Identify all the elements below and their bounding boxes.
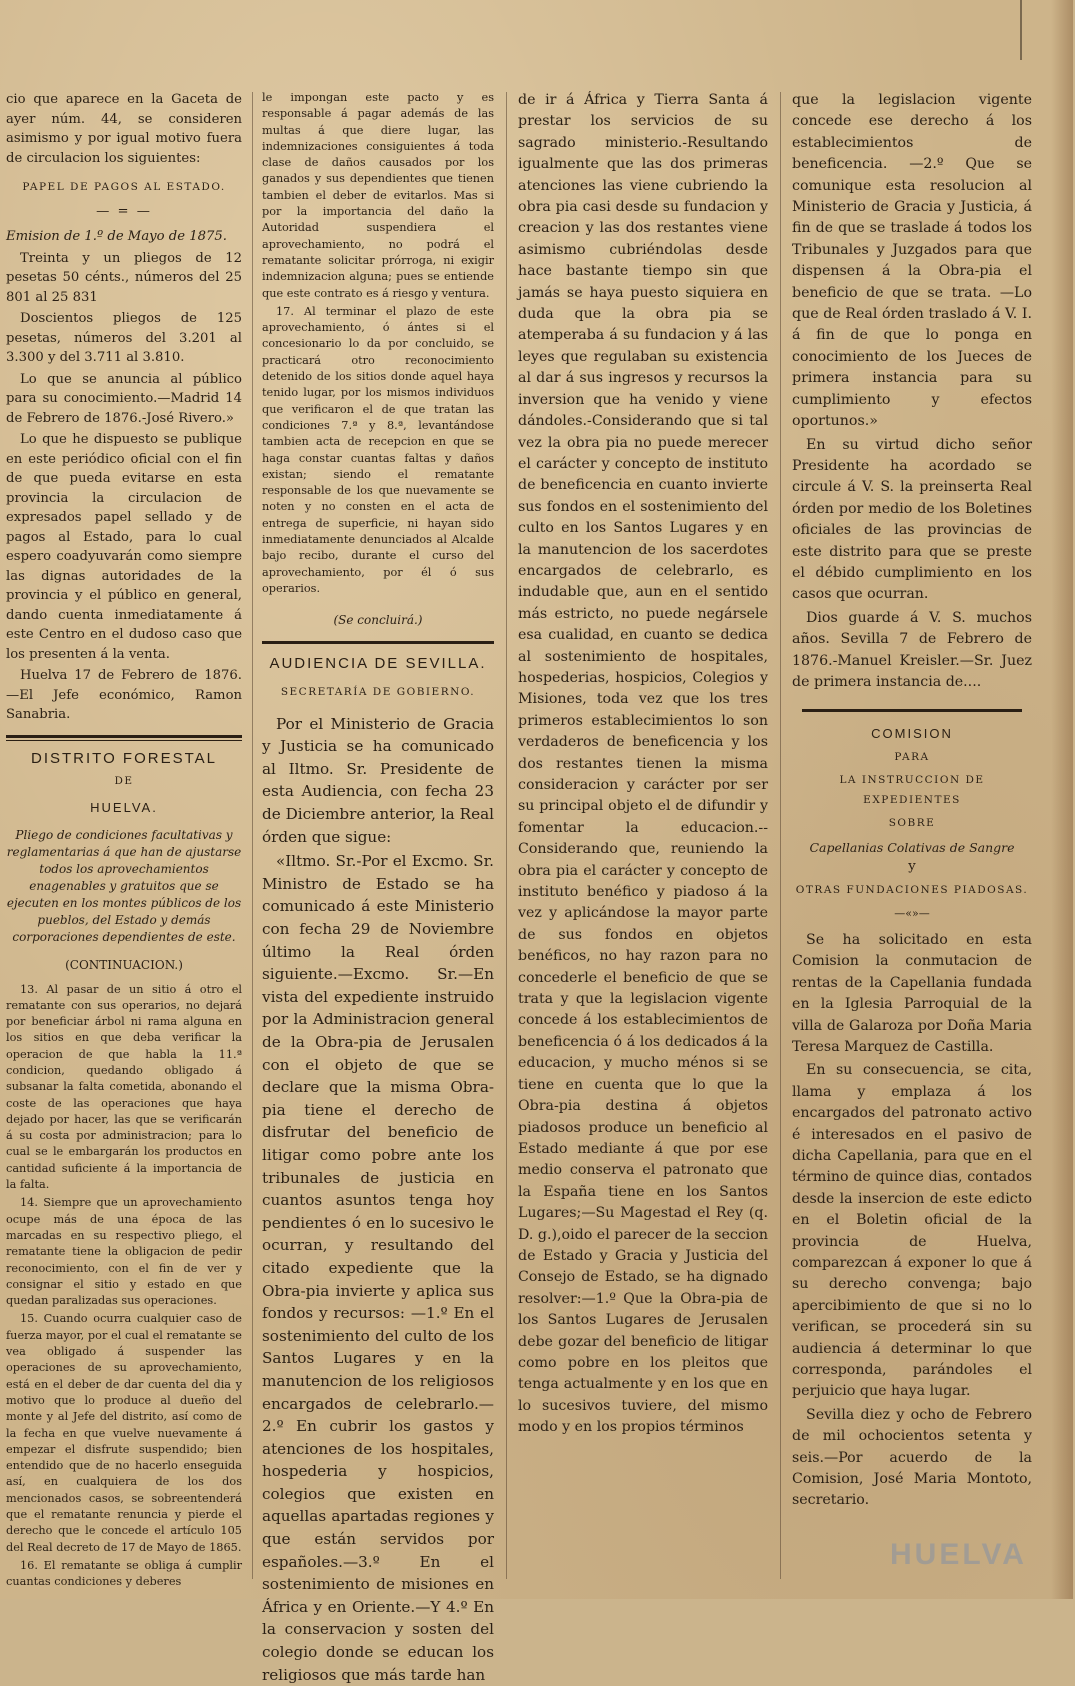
paragraph: Lo que se anuncia al público para su conocimiento.—Madrid 14 de Febrero de 1876.-José Rivero.» bbox=[6, 371, 242, 426]
divider bbox=[6, 735, 242, 738]
paragraph: Sevilla diez y ocho de Febrero de mil ochocientos setenta y seis.—Por acuerdo de la Comision, José Maria Montoto, secretario. bbox=[792, 1406, 1032, 1509]
section-heading: LA INSTRUCCION DE EXPEDIENTES bbox=[839, 774, 985, 806]
divider bbox=[262, 641, 494, 644]
emission-title: Emision de 1.º de Mayo de 1875. bbox=[6, 229, 227, 244]
section-heading: Capellanias Colativas de Sangre bbox=[809, 839, 1015, 855]
section-heading: DE bbox=[114, 775, 134, 787]
column-1 bbox=[6, 90, 242, 1589]
paragraph: Treinta y un pliegos de 12 pesetas 50 cénts., números del 25 801 al 25 831 bbox=[6, 250, 242, 305]
paragraph: Por el Ministerio de Gracia y Justicia se ha comunicado al Iltmo. Sr. Presidente de esta Audiencia, con fecha 23 de Diciembre anterior, la Real órden que sigue: bbox=[262, 714, 494, 846]
paragraph: cio que aparece en la Gaceta de ayer núm. 44, se consideren asimismo y por igual motivo fuera de circulacion los siguientes: bbox=[6, 92, 242, 166]
paragraph: Se ha solicitado en esta Comision la conmutacion de rentas de la Capellania fundada en la Iglesia Parroquial de la villa de Galaroza por Doña Maria Teresa Marquez de Castilla. bbox=[792, 931, 1032, 1055]
paragraph: Dios guarde á V. S. muchos años. Sevilla 7 de Febrero de 1876.-Manuel Kreisler.—Sr. Juez de primera instancia de.... bbox=[792, 609, 1032, 690]
paragraph: Huelva 17 de Febrero de 1876. —El Jefe económico, Ramon Sanabria. bbox=[6, 668, 242, 722]
watermark-text: HUELVA bbox=[890, 1538, 1027, 1571]
paragraph: En su consecuencia, se cita, llama y emplaza á los encargados del patronato activo é interesados en el pasivo de dicha Capellania, para que en el término de quince dias, contados desde la insercion de este edicto en el Boletin oficial de la provincia de Huelva, comparezcan á exponer lo que á su derecho convenga; bajo apercibimiento de que si no lo verifican, se procederá sin su audiencia á determinar lo que corresponda, parándoles el perjuicio que haya lugar. bbox=[792, 1062, 1032, 1400]
separator: — = — bbox=[96, 203, 152, 219]
section-heading: PAPEL DE PAGOS AL ESTADO. bbox=[22, 181, 226, 193]
paragraph: En su virtud dicho señor Presidente ha acordado se circule á V. S. la preinserta Real órden por medio de los Boletines oficiales de las provincias de este distrito para que se preste el débido cumplimiento en los casos que ocurran. bbox=[792, 436, 1032, 603]
subheading: SECRETARÍA DE GOBIERNO. bbox=[280, 686, 476, 699]
pliego-title: Pliego de condiciones facultativas y reglamentarias á que han de ajustarse todos los aprovechamientos enagenables y gratuitos que se ejecuten en los montes públicos de los pueblos, del Estado y demás corporaciones dependientes de este. bbox=[6, 828, 242, 944]
section-heading: y bbox=[908, 859, 916, 875]
page-edge-shadow bbox=[1051, 0, 1073, 1599]
paragraph: le impongan este pacto y es responsable á pagar además de las multas á que diere lugar, las indemnizaciones consiguientes á toda clase de daños causados por los ganados y sus dependientes que tienen tambien el deber de evitarlos. Mas si por la importancia del daño la Autoridad suspendiera el aprovechamiento, no podrá el rematante solicitar prórroga, ni exigir indemnizacion alguna; pues se entiende que este contrato es á riesgo y ventura. bbox=[262, 91, 494, 300]
section-heading: PARA bbox=[894, 750, 930, 763]
section-heading: AUDIENCIA DE SEVILLA. bbox=[269, 654, 487, 672]
column-2 bbox=[262, 90, 494, 1684]
paragraph: de ir á África y Tierra Santa á prestar los servicios de su sagrado ministerio.-Resultando igualmente que las dos primeras atenciones las viene cubriendo la obra pia casi desde su fundacion y creacion y las dos restantes viene asimismo cubriéndolas desde hace bastante tiempo sin que jamás se haya puesto siquiera en duda que la obra pia se atemperaba á su fundacion y á las leyes que regulaban su existencia al dar á sus ingresos y recursos la inversion que ha venido y viene dándoles.-Considerando que si tal vez la obra pia no puede merecer el carácter y concepto de instituto de beneficencia en cuanto invierte sus fondos en el sostenimiento del culto en los Santos Lugares y en la manutencion de los sacerdotes encargados de celebrarlo, es indudable que, aun en el sentido más estricto, no puede negársele esa cualidad, en cuanto se dedica al sostenimiento de hospitales, hospederias, hospicios, Colegios y Misiones, toda vez que los tres primeros establecimientos lo son verdaderos de beneficencia y los dos restantes tienen la misma consideracion y carácter por ser su principal objeto el de difundir y fomentar la educacion.--Considerando que, reuniendo la obra pia el carácter y concepto de instituto benéfico y piadoso á la vez y aplicándose la mayor parte de sus fondos en objetos benéficos, no hay razon para no concederle el beneficio de que se trata y que la legislacion vigente concede á los establecimientos de beneficencia ó á los dedicados á la educacion, y mucho ménos si se tiene en cuenta que lo que la Obra-pia destina á objetos piadosos produce un beneficio al Estado mediante á que por ese medio conserva el patronato que la España tiene en los Santos Lugares;—Su Magestad el Rey (q. D. g.),oido el parecer de la seccion de Estado y Gracia y Justicia del Consejo de Estado, se ha dignado resolver:—1.º Que la Obra-pia de los Santos Lugares de Jerusalen debe gozar del beneficio de litigar como pobre en los pleitos que tenga actualmente y en los que en lo sucesivos tuviere, del mismo modo y en los propios términos bbox=[518, 92, 768, 1436]
column-rule bbox=[506, 92, 507, 1579]
ornament: —«»— bbox=[894, 907, 930, 921]
column-4 bbox=[792, 90, 1032, 1579]
divider bbox=[6, 740, 242, 741]
section-heading: COMISION bbox=[871, 726, 953, 742]
paragraph: que la legislacion vigente concede ese derecho á los establecimientos de beneficencia. —2.º Que se comunique esta resolucion al Ministerio de Gracia y Justicia, á fin de que se traslade á todos los Tribunales y Juzgados para que dispensen á la Obra-pia el beneficio de que se trata. —Lo que de Real órden traslado á V. I. á fin de que lo ponga en conocimiento de los Jueces de primera instancia para su cumplimiento y efectos oportunos.» bbox=[792, 92, 1032, 430]
section-heading: SOBRE bbox=[888, 817, 936, 830]
section-heading: OTRAS FUNDACIONES PIADOSAS. bbox=[795, 883, 1029, 896]
divider bbox=[802, 709, 1022, 712]
condition-14: 14. Siempre que un aprovechamiento ocupe más de una época de las marcadas en su respectivo pliego, el rematante tiene la obligacion de pedir reconocimiento, con el fin de ver y consignar el sitio y estado en que quedan paralizadas sus operaciones. bbox=[6, 1196, 242, 1308]
condition-13: 13. Al pasar de un sitio á otro el rematante con sus operarios, no dejará por beneficiar árbol ni rama alguna en los sitios en que deba verificar la operacion de que habla la 11.ª condicion, quedando obligado á subsanar la falta cometida, abonando el coste de las operaciones que haya dejado por hacer, las que se verificarán á su costa por administracion; para lo cual se le embargarán los productos en cantidad suficiente á la importancia de la falta. bbox=[6, 982, 242, 1192]
condition-15: 15. Cuando ocurra cualquier caso de fuerza mayor, por el cual el rematante se vea obligado á suspender las operaciones de su aprovechamiento, está en el deber de dar cuenta del dia y motivo que lo produce al dueño del monte y al Jefe del distrito, así como de la fecha en que vuelve nuevamente á empezar el disfrute suspendido; bien entendido que de no hacerlo enseguida así, en cualquiera de los dos mencionados casos, se sobreentenderá que el rematante renuncia y pierde el derecho que le concede el artículo 105 del Real decreto de 17 de Mayo de 1865. bbox=[6, 1312, 242, 1554]
paragraph: «Iltmo. Sr.-Por el Excmo. Sr. Ministro de Estado se ha comunicado á este Ministerio con fecha 29 de Noviembre último la Real órden siguiente.—Excmo. Sr.—En vista del expediente instruido por la Administracion general de la Obra-pia de Jerusalen con el objeto de que se declare que la misma Obra-pia tiene el derecho de disfrutar del beneficio de litigar como pobre ante los tribunales de justicia en cuantos asuntos tenga hoy pendientes ó en lo sucesivo le ocurran, y resultando del citado expediente que la Obra-pia invierte y aplica sus fondos y recursos: —1.º En el sostenimiento del culto de los Santos Lugares y en la manutencion de los religiosos encargados de celebrarlo.—2.º En cubrir los gastos y atenciones de los hospitales, hospederia y hospicios, colegios que existen en aquellas apartadas regiones y que están servidos por españoles.—3.º En el sostenimiento de misiones en África y en Oriente.—Y 4.º En la conservacion y sosten del colegio donde se educan los religiosos que más tarde han bbox=[262, 852, 494, 1684]
paragraph: Doscientos pliegos de 125 pesetas, números del 3.201 al 3.300 y del 3.711 al 3.810. bbox=[6, 311, 242, 365]
paragraph: 17. Al terminar el plazo de este aprovechamiento, ó ántes si el concesionario lo da por concluido, se practicará otro reconocimiento detenido de los sitios donde aquel haya tenido lugar, por los mismos individuos que verificaron el de que tratan las condiciones 7.ª y 8.ª, levantándose tambien acta de recepcion en que se haga constar cuantas faltas y daños existan; siendo el rematante responsable de los que nuevamente se noten y no consten en el acta de entrega de superficie, ni hayan sido inmediatamente denunciados al Alcalde bajo recibo, durante el curso del aprovechamiento, por él ó sus operarios. bbox=[262, 304, 494, 595]
column-rule bbox=[780, 92, 781, 1579]
continuation-label: (CONTINUACION.) bbox=[65, 958, 183, 972]
section-heading: DISTRITO FORESTAL bbox=[31, 749, 217, 767]
condition-16: 16. El rematante se obliga á cumplir cuantas condiciones y deberes bbox=[6, 1558, 242, 1589]
paragraph: Lo que he dispuesto se publique en este periódico oficial con el fin de que pueda evitarse en esta provincia la circulacion de expresados papel sellado y de pagos al Estado, para lo cual espero coadyuvarán como siempre las dignas autoridades de la provincia y el público en general, dando cuenta inmediatamente á este Centro en el dudoso caso que los presenten á la venta. bbox=[6, 432, 242, 662]
corner-mark bbox=[1020, 0, 1075, 60]
column-3 bbox=[518, 90, 768, 1579]
column-rule bbox=[252, 92, 253, 1579]
section-heading: HUELVA. bbox=[90, 799, 158, 815]
to-be-concluded: (Se concluirá.) bbox=[333, 613, 423, 628]
